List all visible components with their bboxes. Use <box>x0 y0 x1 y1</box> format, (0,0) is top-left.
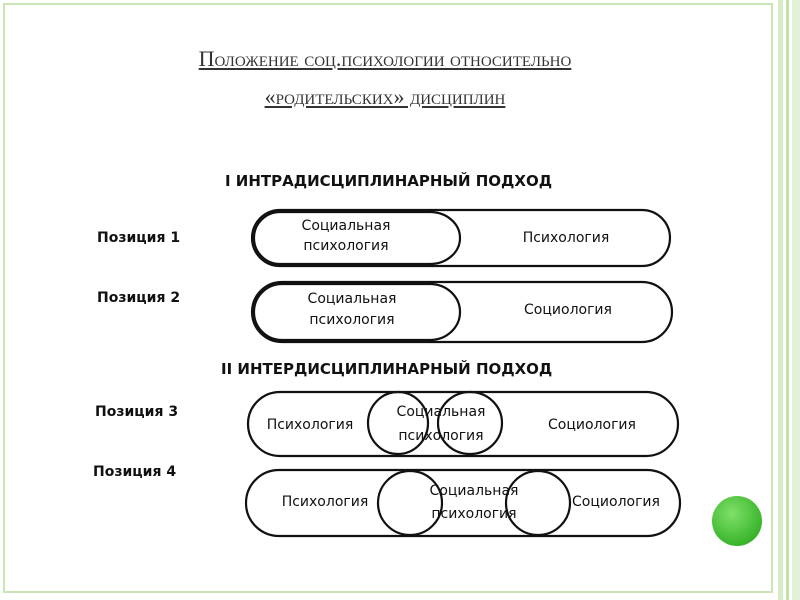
row-4-right-overlap <box>506 471 570 535</box>
row-4-left-label: Психология <box>281 494 369 510</box>
row-3-left-label: Психология <box>266 417 354 433</box>
position-3-label: Позиция 3 <box>95 404 179 420</box>
title-line-1: Положение соц.психологии относительно <box>198 46 572 71</box>
row-3-right-overlap <box>438 392 502 454</box>
decor-green-dot <box>712 496 762 546</box>
position-4-label: Позиция 4 <box>93 464 177 480</box>
row-2-inner-line-1: Социальная <box>307 291 397 307</box>
row-4-right-label: Социология <box>572 494 660 510</box>
row-4-inner-line-2: психология <box>431 506 517 522</box>
row-4-inner-line-1: Социальная <box>429 483 519 499</box>
row-3-inner-line-2: психология <box>398 428 484 444</box>
row-3-inner-line-1: Социальная <box>396 404 486 420</box>
row-1-inner-line-2: психология <box>303 238 389 254</box>
row-2-inner-line-2: психология <box>309 312 395 328</box>
title-line-2: «родительских» дисциплин <box>264 84 506 109</box>
row-1-right-label: Психология <box>522 230 610 246</box>
row-3-left-overlap <box>368 392 428 454</box>
position-2-label: Позиция 2 <box>97 290 181 306</box>
row-3-right-label: Социология <box>548 417 636 433</box>
row-4-left-overlap <box>378 471 442 535</box>
heading-interdisciplinary: II ИНТЕРДИСЦИПЛИНАРНЫЙ ПОДХОД <box>221 360 553 378</box>
row-1-inner-line-1: Социальная <box>301 218 391 234</box>
heading-intradisciplinary: I ИНТРАДИСЦИПЛИНАРНЫЙ ПОДХОД <box>225 172 553 190</box>
position-1-label: Позиция 1 <box>97 230 181 246</box>
row-2-right-label: Социология <box>524 302 612 318</box>
